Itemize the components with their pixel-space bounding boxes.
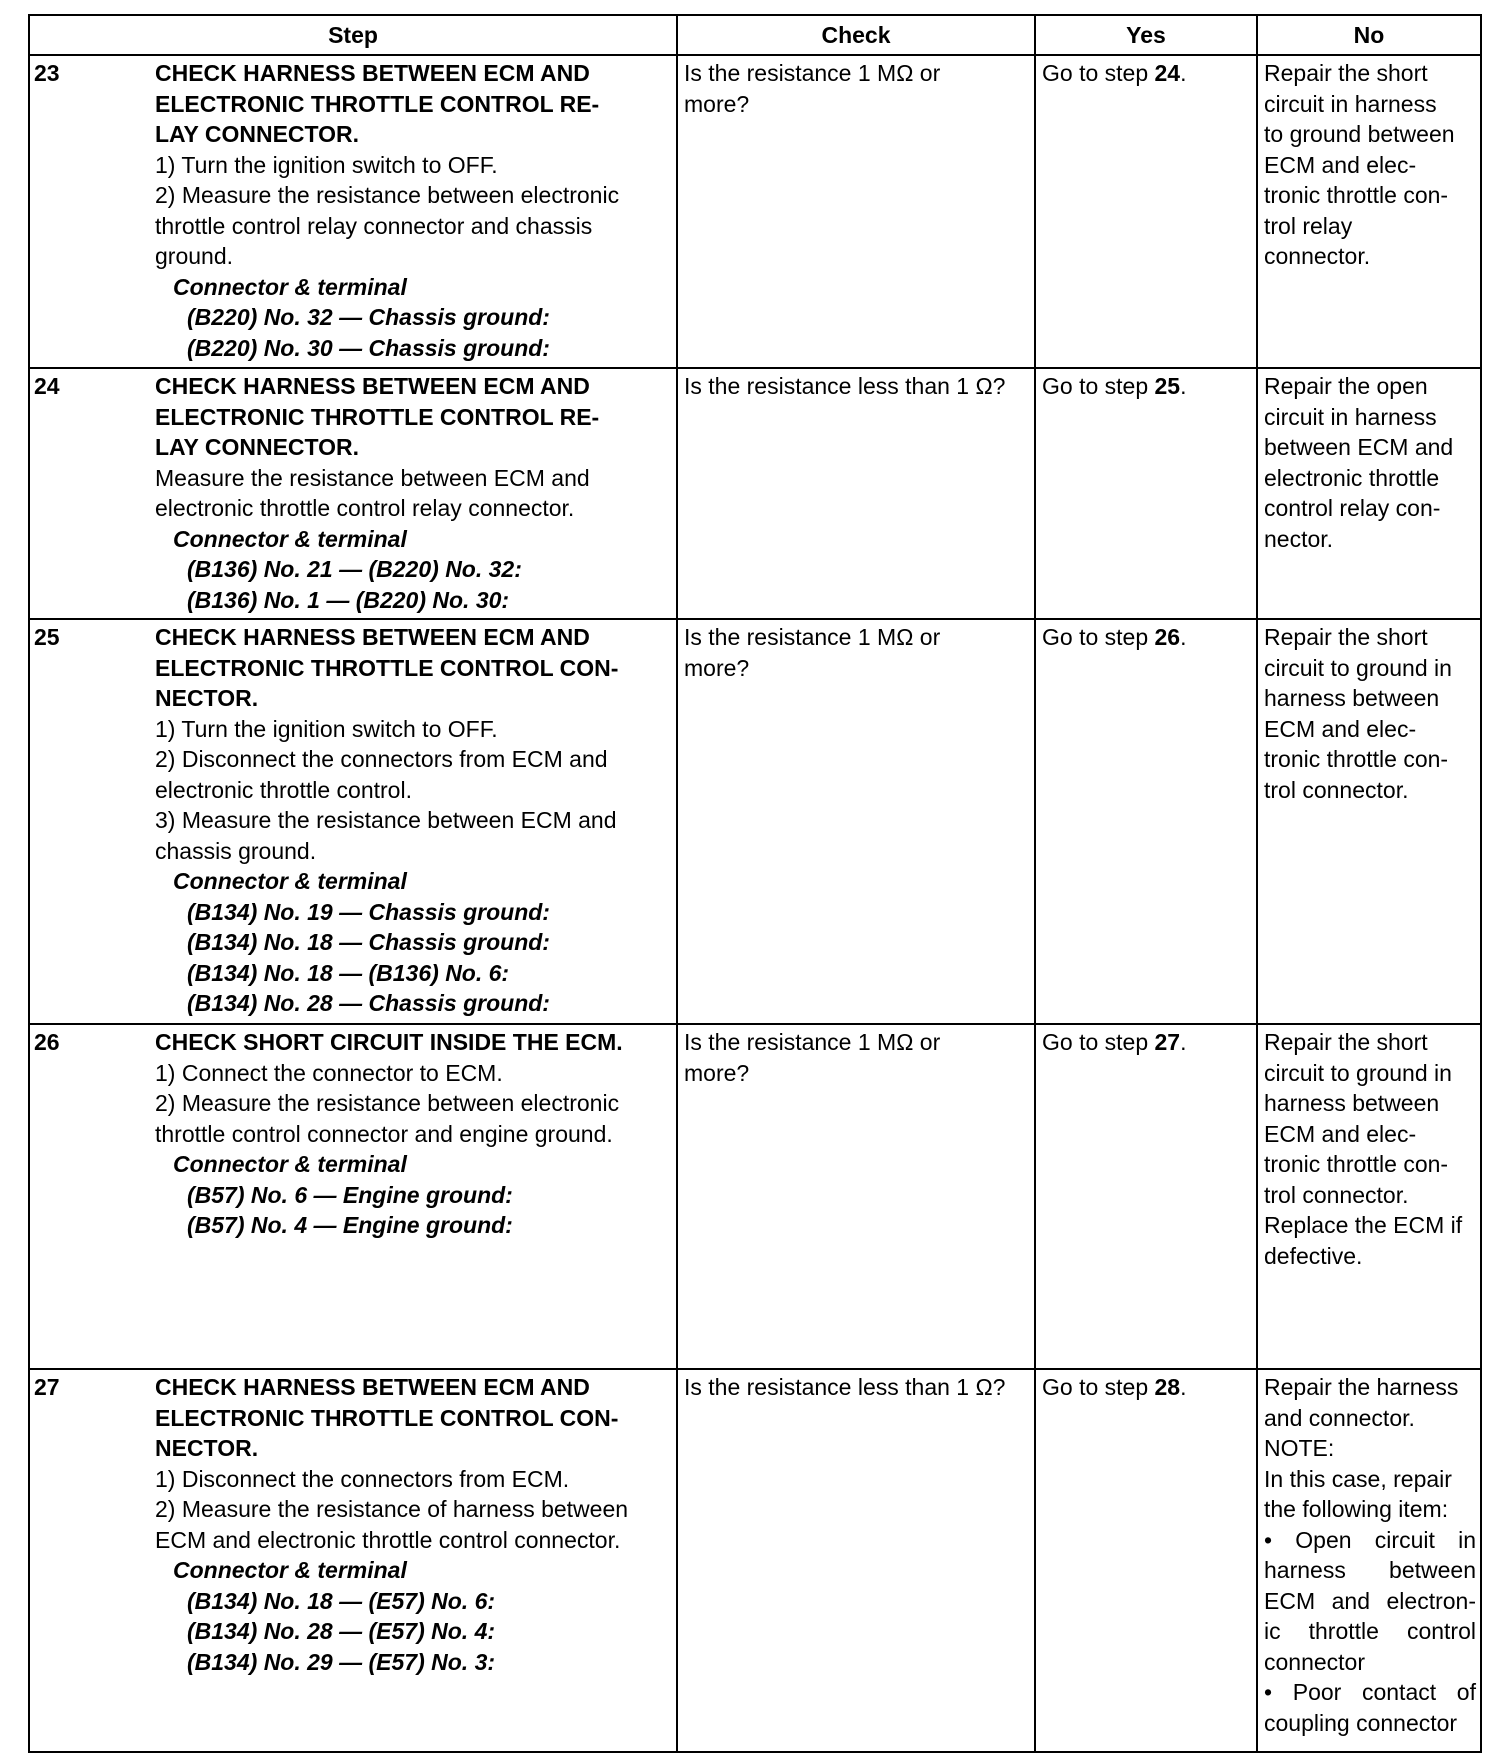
- no-line: defective.: [1264, 1242, 1363, 1269]
- check-line: Is the resistance 1 MΩ or: [684, 60, 941, 86]
- no-line: harness between: [1264, 685, 1440, 711]
- step-title-line: CHECK HARNESS BETWEEN ECM AND: [155, 373, 590, 399]
- yes-step-number: 28: [1154, 1374, 1181, 1400]
- no-line: tronic throttle con-: [1264, 746, 1449, 772]
- check-line: more?: [684, 654, 750, 681]
- troubleshooting-table: [28, 14, 1482, 1753]
- step-instruction-line: electronic throttle control relay connector.: [155, 495, 575, 521]
- step-number: 23: [29, 55, 151, 368]
- table-row: [29, 368, 1481, 619]
- yes-suffix: .: [1180, 60, 1187, 86]
- step-title-line: ELECTRONIC THROTTLE CONTROL CON-: [155, 654, 619, 681]
- yes-step-number: 25: [1154, 373, 1181, 399]
- connector-terminal-item: (B136) No. 1 — (B220) No. 30:: [187, 586, 510, 613]
- check-cell: [677, 1024, 1035, 1369]
- no-line: ic throttle control: [1264, 1618, 1476, 1644]
- no-line: circuit in harness: [1264, 90, 1437, 117]
- no-cell: [1257, 1024, 1481, 1369]
- no-cell: [1257, 1369, 1481, 1752]
- yes-suffix: .: [1180, 373, 1187, 399]
- header-yes: Yes: [1035, 15, 1257, 55]
- check-cell: [677, 619, 1035, 1024]
- step-instruction-line: electronic throttle control.: [155, 776, 412, 803]
- step-number: 26: [29, 1024, 151, 1369]
- step-title-line: CHECK HARNESS BETWEEN ECM AND: [155, 624, 590, 650]
- yes-prefix: Go to step: [1042, 1029, 1155, 1055]
- no-line: circuit in harness: [1264, 403, 1437, 430]
- no-line: Repair the short: [1264, 60, 1428, 86]
- step-title-line: CHECK SHORT CIRCUIT INSIDE THE ECM.: [155, 1029, 623, 1055]
- yes-prefix: Go to step: [1042, 624, 1155, 650]
- no-cell: [1257, 619, 1481, 1024]
- no-line: ECM and elec-: [1264, 1120, 1417, 1147]
- connector-terminal-item: (B134) No. 28 — (E57) No. 4:: [187, 1618, 496, 1644]
- step-title-line: NECTOR.: [155, 685, 259, 711]
- table-row: [29, 1369, 1481, 1752]
- connector-terminal-item: (B134) No. 18 — (B136) No. 6:: [187, 959, 510, 986]
- step-instruction-line: 1) Connect the connector to ECM.: [155, 1059, 503, 1086]
- yes-prefix: Go to step: [1042, 373, 1155, 399]
- yes-cell: [1035, 1024, 1257, 1369]
- connector-terminal-item: (B220) No. 30 — Chassis ground:: [187, 334, 550, 361]
- table-row: [29, 619, 1481, 1024]
- yes-prefix: Go to step: [1042, 1374, 1155, 1400]
- connector-terminal-item: (B134) No. 18 — Chassis ground:: [187, 929, 550, 955]
- connector-terminal-label: Connector & terminal: [173, 273, 407, 300]
- step-title-line: LAY CONNECTOR.: [155, 434, 360, 460]
- step-number: 24: [29, 368, 151, 619]
- no-line: • Poor contact of: [1264, 1679, 1476, 1705]
- step-instruction-line: 1) Turn the ignition switch to OFF.: [155, 715, 498, 742]
- no-line: harness between: [1264, 1090, 1440, 1116]
- connector-terminal-label: Connector & terminal: [173, 868, 407, 894]
- no-line: tronic throttle con-: [1264, 182, 1449, 208]
- step-title-line: ELECTRONIC THROTTLE CONTROL CON-: [155, 1404, 619, 1431]
- yes-step-number: 26: [1154, 624, 1181, 650]
- step-instruction-line: 1) Turn the ignition switch to OFF.: [155, 151, 498, 178]
- no-line: tronic throttle con-: [1264, 1151, 1449, 1177]
- yes-cell: [1035, 368, 1257, 619]
- yes-cell: [1035, 619, 1257, 1024]
- step-instruction-line: chassis ground.: [155, 837, 317, 864]
- check-line: Is the resistance 1 MΩ or: [684, 624, 941, 650]
- no-line: Repair the short: [1264, 624, 1428, 650]
- connector-terminal-item: (B57) No. 4 — Engine ground:: [187, 1212, 513, 1238]
- check-line: Is the resistance less than 1 Ω?: [684, 1374, 1006, 1400]
- no-line: ECM and elec-: [1264, 151, 1417, 178]
- step-description: [151, 619, 677, 1024]
- step-instruction-line: 2) Measure the resistance between electronic: [155, 1090, 620, 1116]
- step-instruction-line: ECM and electronic throttle control connector.: [155, 1526, 621, 1553]
- no-cell: [1257, 368, 1481, 619]
- no-line: ECM and electron-: [1264, 1587, 1476, 1614]
- header-row: [29, 15, 1481, 55]
- no-line: ECM and elec-: [1264, 715, 1417, 742]
- check-line: more?: [684, 1059, 750, 1086]
- no-line: to ground between: [1264, 121, 1455, 147]
- connector-terminal-label: Connector & terminal: [173, 525, 407, 552]
- connector-terminal-item: (B134) No. 29 — (E57) No. 3:: [187, 1648, 496, 1675]
- yes-suffix: .: [1180, 624, 1187, 650]
- yes-step-number: 24: [1154, 60, 1181, 86]
- no-line: Repair the harness: [1264, 1374, 1459, 1400]
- no-line: In this case, repair: [1264, 1465, 1452, 1492]
- no-line: trol relay: [1264, 212, 1353, 239]
- header-step: Step: [29, 15, 677, 55]
- connector-terminal-item: (B220) No. 32 — Chassis ground:: [187, 304, 550, 330]
- step-description: [151, 368, 677, 619]
- no-line: trol connector.: [1264, 776, 1409, 803]
- no-line: Replace the ECM if: [1264, 1212, 1463, 1238]
- step-title-line: ELECTRONIC THROTTLE CONTROL RE-: [155, 90, 600, 117]
- no-line: between ECM and: [1264, 434, 1454, 460]
- no-line: Repair the open: [1264, 373, 1428, 399]
- step-instruction-line: 2) Measure the resistance between electronic: [155, 182, 620, 208]
- step-instruction-line: 2) Measure the resistance of harness between: [155, 1496, 629, 1522]
- yes-suffix: .: [1180, 1374, 1187, 1400]
- step-title-line: ELECTRONIC THROTTLE CONTROL RE-: [155, 403, 600, 430]
- step-instruction-line: 1) Disconnect the connectors from ECM.: [155, 1465, 570, 1492]
- connector-terminal-label: Connector & terminal: [173, 1151, 407, 1177]
- no-line: nector.: [1264, 525, 1334, 552]
- check-line: more?: [684, 90, 750, 117]
- step-description: [151, 55, 677, 368]
- step-description: [151, 1024, 677, 1369]
- connector-terminal-label: Connector & terminal: [173, 1557, 407, 1583]
- yes-line: [1042, 1027, 1252, 1058]
- table-row: [29, 55, 1481, 368]
- yes-step-number: 27: [1154, 1029, 1181, 1055]
- yes-cell: [1035, 1369, 1257, 1752]
- step-title-line: CHECK HARNESS BETWEEN ECM AND: [155, 60, 590, 86]
- header-no: No: [1257, 15, 1481, 55]
- step-instruction-line: 3) Measure the resistance between ECM and: [155, 807, 617, 833]
- yes-suffix: .: [1180, 1029, 1187, 1055]
- step-instruction-line: Measure the resistance between ECM and: [155, 464, 590, 491]
- check-line: Is the resistance 1 MΩ or: [684, 1029, 941, 1055]
- no-line: control relay con-: [1264, 495, 1441, 521]
- step-instruction-line: throttle control connector and engine ground.: [155, 1120, 613, 1147]
- diagnostic-procedure-document: [28, 14, 1480, 1749]
- check-line: Is the resistance less than 1 Ω?: [684, 373, 1006, 399]
- yes-line: [1042, 622, 1252, 653]
- check-cell: [677, 368, 1035, 619]
- connector-terminal-item: (B134) No. 18 — (E57) No. 6:: [187, 1587, 496, 1614]
- step-title-line: CHECK HARNESS BETWEEN ECM AND: [155, 1374, 590, 1400]
- connector-terminal-item: (B134) No. 19 — Chassis ground:: [187, 898, 550, 925]
- header-check: Check: [677, 15, 1035, 55]
- step-title-line: NECTOR.: [155, 1435, 259, 1461]
- no-line: electronic throttle: [1264, 464, 1440, 491]
- step-title-line: LAY CONNECTOR.: [155, 121, 360, 147]
- connector-terminal-item: (B134) No. 28 — Chassis ground:: [187, 990, 550, 1016]
- no-line: coupling connector: [1264, 1709, 1458, 1736]
- yes-line: [1042, 1372, 1252, 1403]
- no-line: Repair the short: [1264, 1029, 1428, 1055]
- step-number: 25: [29, 619, 151, 1024]
- no-line: NOTE:: [1264, 1435, 1335, 1461]
- no-line: • Open circuit in: [1264, 1526, 1476, 1553]
- no-line: and connector.: [1264, 1404, 1415, 1431]
- step-instruction-line: 2) Disconnect the connectors from ECM and: [155, 746, 608, 772]
- no-line: circuit to ground in: [1264, 654, 1452, 681]
- no-line: connector.: [1264, 243, 1371, 269]
- step-number: 27: [29, 1369, 151, 1752]
- step-description: [151, 1369, 677, 1752]
- no-line: trol connector.: [1264, 1181, 1409, 1208]
- no-line: harness between: [1264, 1557, 1476, 1583]
- yes-prefix: Go to step: [1042, 60, 1155, 86]
- connector-terminal-item: (B57) No. 6 — Engine ground:: [187, 1181, 513, 1208]
- yes-line: [1042, 58, 1252, 89]
- no-cell: [1257, 55, 1481, 368]
- no-line: connector: [1264, 1648, 1366, 1675]
- yes-cell: [1035, 55, 1257, 368]
- table-row: [29, 1024, 1481, 1369]
- step-instruction-line: throttle control relay connector and chassis: [155, 212, 593, 239]
- check-cell: [677, 1369, 1035, 1752]
- no-line: circuit to ground in: [1264, 1059, 1452, 1086]
- connector-terminal-item: (B136) No. 21 — (B220) No. 32:: [187, 556, 522, 582]
- yes-line: [1042, 371, 1252, 402]
- step-instruction-line: ground.: [155, 243, 234, 269]
- no-line: the following item:: [1264, 1496, 1449, 1522]
- check-cell: [677, 55, 1035, 368]
